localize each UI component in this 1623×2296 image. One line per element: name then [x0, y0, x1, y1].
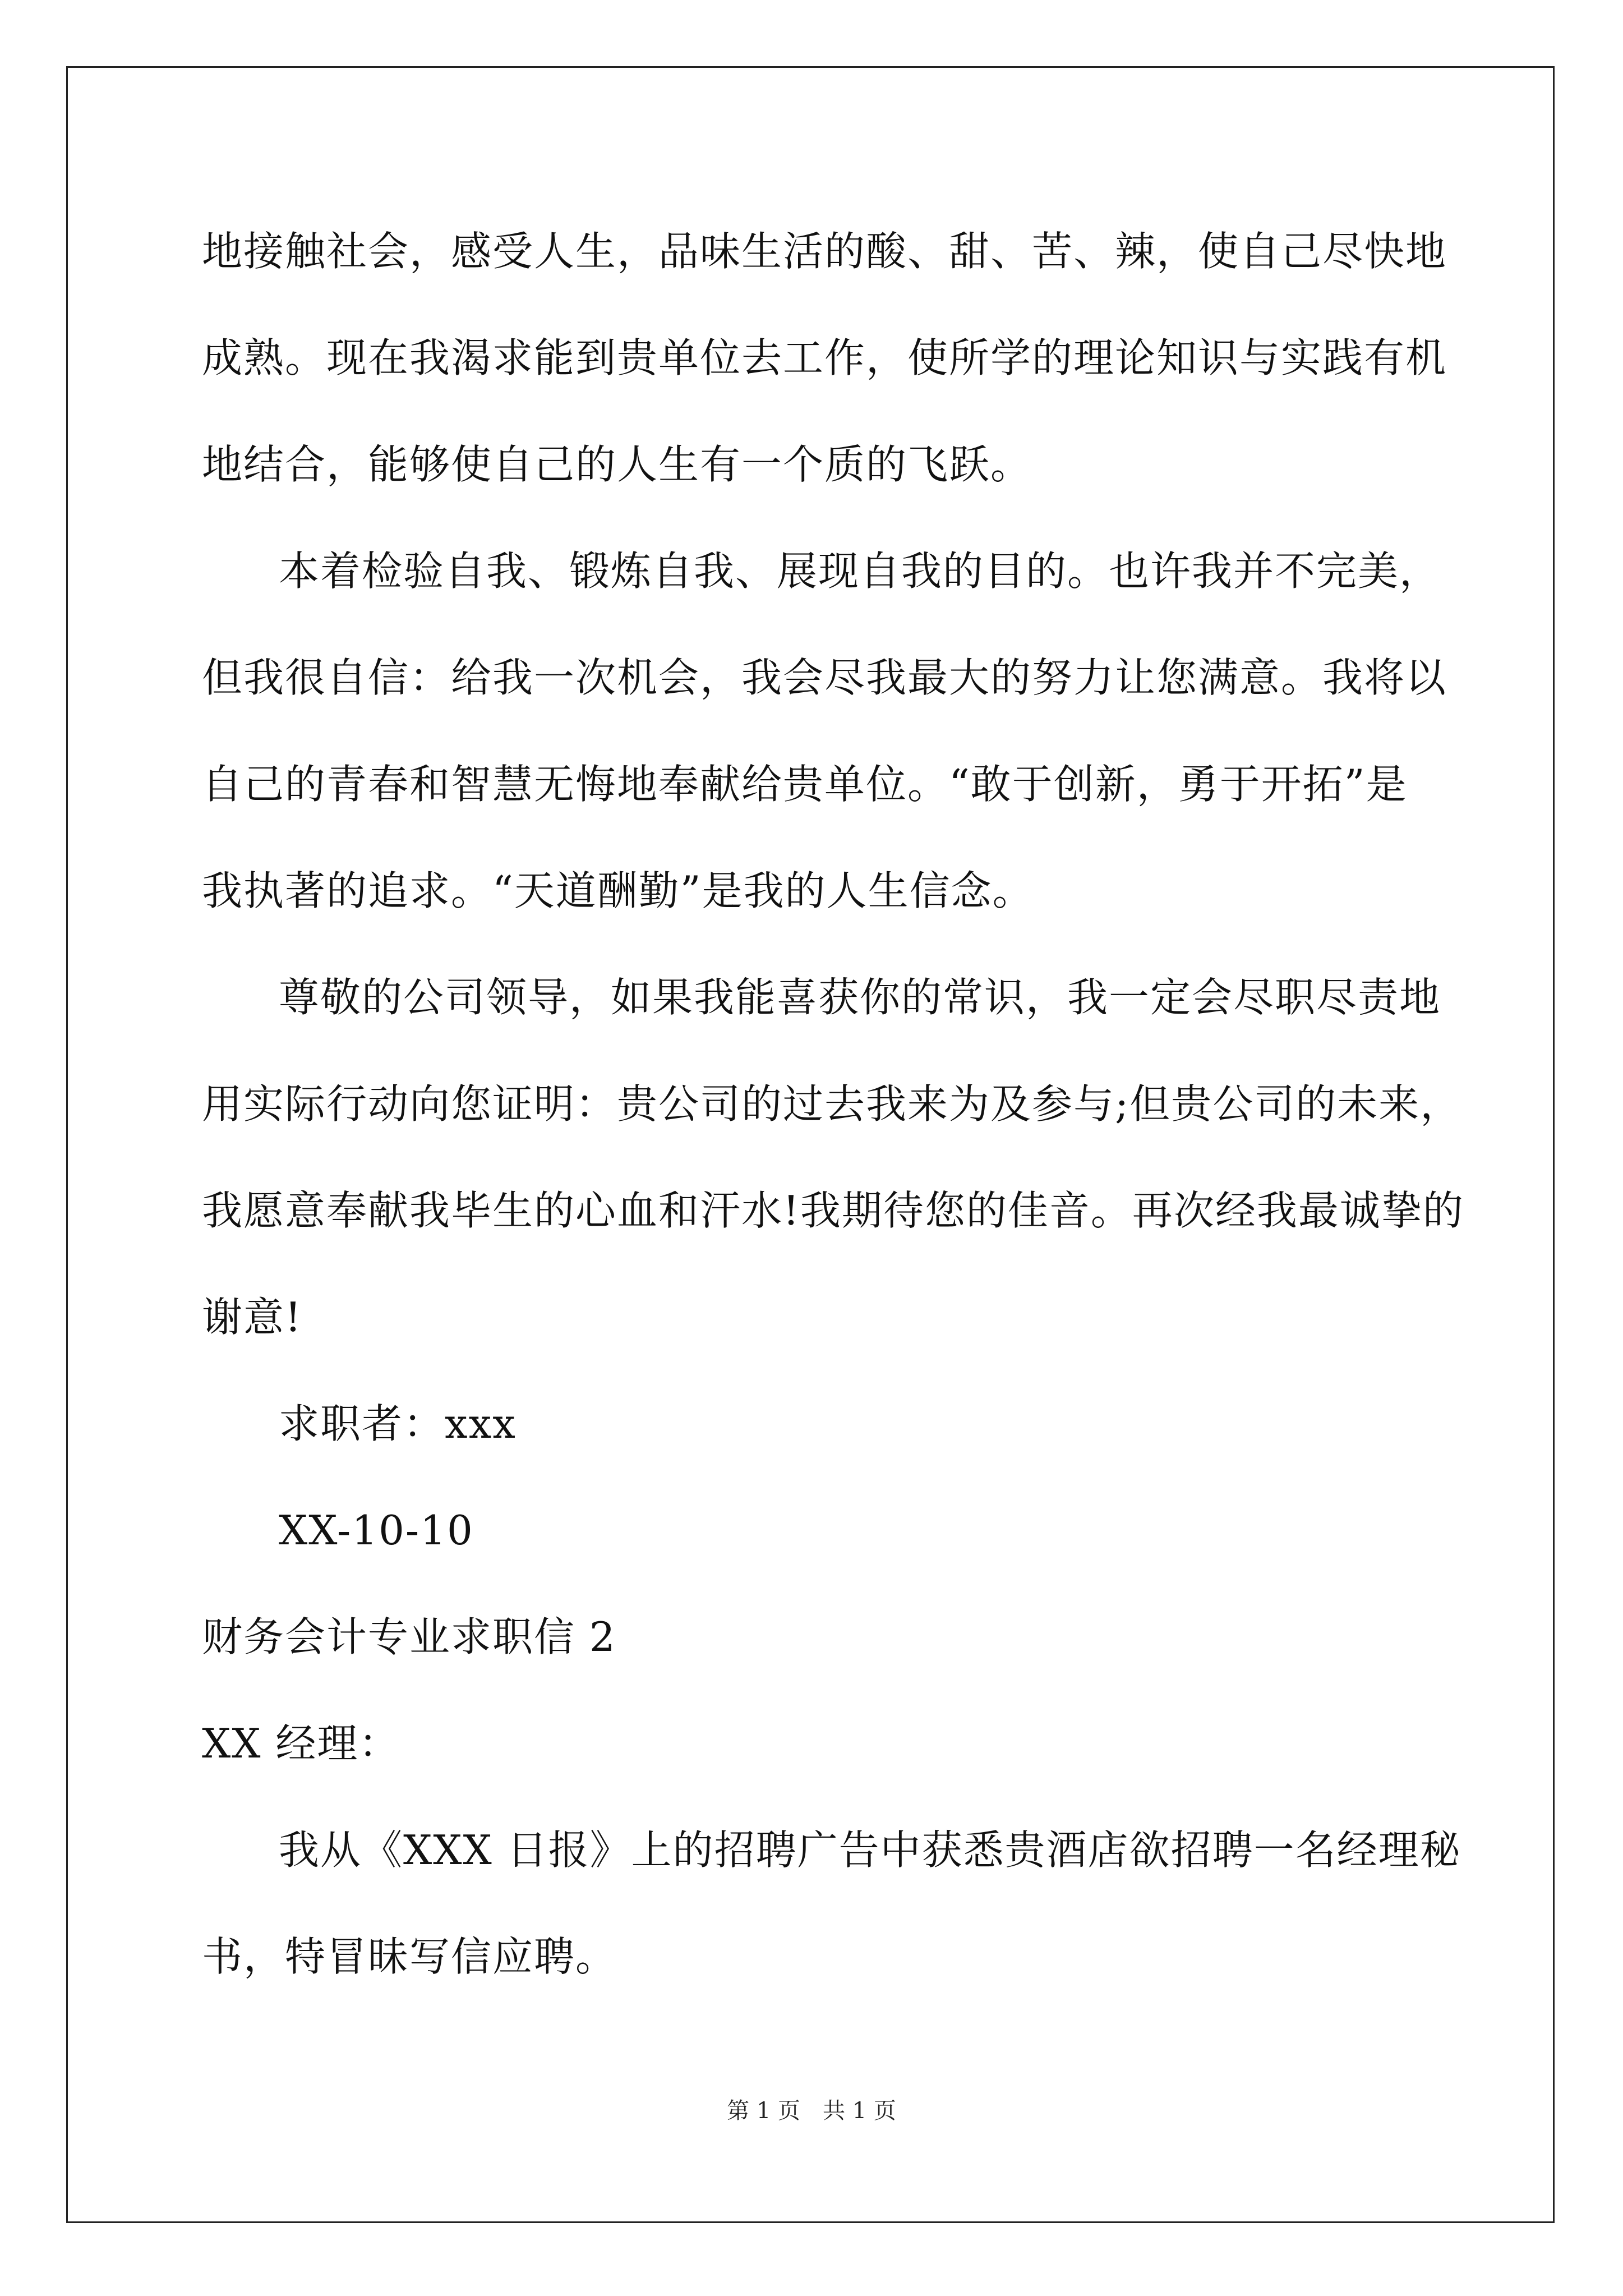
salutation-line: XX 经理：	[202, 1720, 400, 1767]
paragraph-start-line: 我从《XXX 日报》上的招聘广告中获悉贵酒店欲招聘一名经理秘	[279, 1826, 1461, 1874]
page-footer: 第 1 页 共 1 页	[727, 2098, 896, 2124]
body-line: 地结合，能够使自己的人生有一个质的飞跃。	[202, 441, 1032, 488]
signature-line: 求职者：xxx	[279, 1400, 517, 1447]
page-border	[66, 66, 1555, 2223]
body-line: 书，特冒昧写信应聘。	[202, 1933, 617, 1980]
body-line: 地接触社会，感受人生，品味生活的酸、甜、苦、辣，使自己尽快地	[202, 228, 1447, 275]
paragraph-start-line: 本着检验自我、锻炼自我、展现自我的目的。也许我并不完美，	[279, 547, 1441, 595]
body-line: 自己的青春和智慧无悔地奉献给贵单位。“敢于创新，勇于开拓”是	[202, 761, 1408, 808]
section-title: 财务会计专业求职信 2	[202, 1613, 616, 1660]
body-line: 谢意!	[202, 1294, 302, 1341]
body-line: 我愿意奉献我毕生的心血和汗水!我期待您的佳音。再次经我最诚挚的	[202, 1187, 1464, 1234]
date-line: XX-10-10	[279, 1507, 474, 1554]
body-line: 我执著的追求。“天道酬勤”是我的人生信念。	[202, 867, 1034, 914]
body-line: 但我很自信：给我一次机会，我会尽我最大的努力让您满意。我将以	[202, 654, 1447, 701]
body-line: 用实际行动向您证明：贵公司的过去我来为及参与;但贵公司的未来，	[202, 1080, 1462, 1128]
body-line: 成熟。现在我渴求能到贵单位去工作，使所学的理论知识与实践有机	[202, 334, 1447, 381]
paragraph-start-line: 尊敬的公司领导，如果我能喜获你的常识，我一定会尽职尽责地	[279, 974, 1441, 1021]
